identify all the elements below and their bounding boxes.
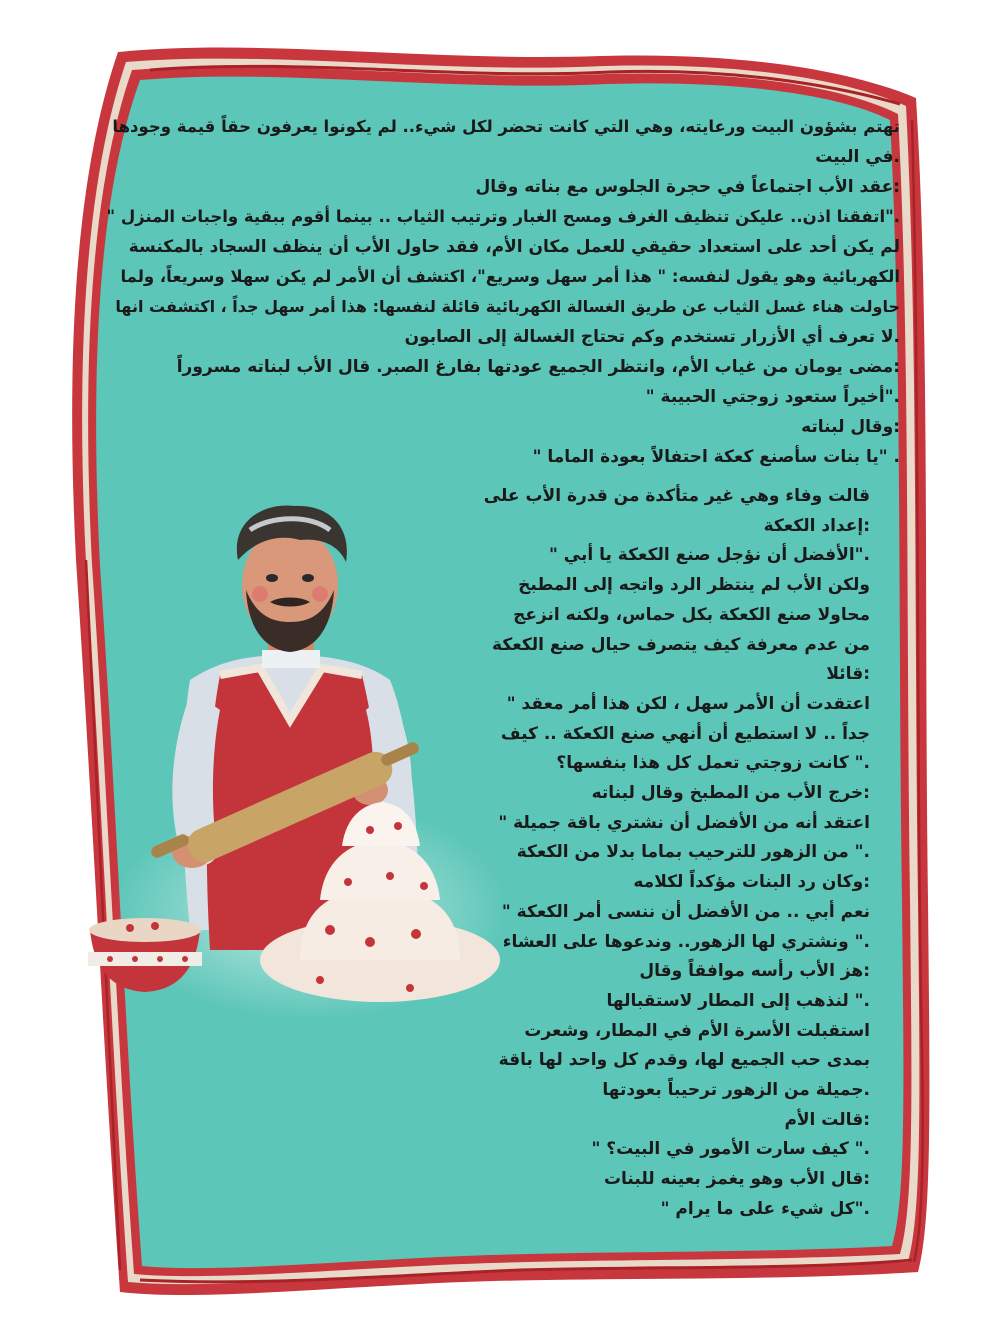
story-line: ."كل شيء على ما يرام " (660, 1198, 870, 1219)
story-line: حاولت هناء غسل الثياب عن طريق الغسالة الكهربائية قائلة لنفسها: هذا أمر سهل جداً ، اكتشفت انها (115, 297, 900, 316)
story-line: :وكان رد البنات مؤكداً لكلامه (633, 872, 870, 893)
cheek-left (252, 586, 268, 602)
story-line: لم يكن أحد على استعداد حقيقي للعمل مكان الأم، فقد حاول الأب أن ينظف السجاد بالمكنسة (128, 237, 900, 257)
story-line: نعم أبي .. من الأفضل أن ننسى أمر الكعكة " (501, 901, 870, 922)
story-line: .لا تعرف أي الأزرار تستخدم وكم تحتاج الغسالة إلى الصابون (404, 327, 900, 347)
story-line: ." من الزهور للترحيب بماما بدلا من الكعكة (516, 842, 870, 863)
story-line: :عقد الأب اجتماعاً في حجرة الجلوس مع بناته وقال (475, 177, 900, 197)
story-line: :إعداد الكعكة (763, 515, 870, 536)
story-line: ولكن الأب لم ينتظر الرد واتجه إلى المطبخ (518, 575, 870, 596)
story-side-block (470, 482, 870, 1225)
story-line: .جميلة من الزهور ترحيباً بعودتها (602, 1080, 870, 1101)
story-line: ." ونشتري لها الزهور.. وندعوها على العشاء (502, 931, 870, 952)
story-top-block (100, 112, 900, 472)
story-line: :قال الأب وهو يغمز بعينه للبنات (603, 1169, 870, 1190)
story-line: :مضى يومان من غياب الأم، وانتظر الجميع عودتها بفارغ الصبر. قال الأب لبناته مسروراً (176, 357, 900, 377)
story-line: :هز الأب رأسه موافقاً وقال (639, 961, 870, 982)
story-line: :قائلا (826, 664, 870, 685)
story-line: من عدم معرفة كيف يتصرف حيال صنع الكعكة (492, 634, 870, 655)
story-line: ." لنذهب إلى المطار لاستقبالها (606, 990, 870, 1011)
story-line: :قالت الأم (784, 1109, 870, 1130)
story-line: اعتقد أنه من الأفضل أن نشتري باقة جميلة " (498, 812, 870, 833)
shirt-collar (262, 650, 320, 668)
story-line: :وقال لبناته (801, 417, 900, 437)
story-line: ."الأفضل أن نؤجل صنع الكعكة يا أبي " (549, 545, 870, 566)
story-line: اعتقدت أن الأمر سهل ، لكن هذا أمر معقد " (506, 693, 870, 714)
story-line: محاولا صنع الكعكة بكل حماس، ولكنه انزعج (513, 604, 870, 625)
story-line: بمدى حب الجميع لها، وقدم كل واحد لها باقة (498, 1050, 870, 1071)
father-baking-illustration (80, 490, 500, 1040)
father-eye-left (266, 574, 278, 582)
story-line: استقبلت الأسرة الأم في المطار، وشعرت (524, 1020, 870, 1041)
story-line: . "يا بنات سأصنع كعكة احتفالاً بعودة الماما " (532, 447, 900, 467)
story-line: ."أخيراً ستعود زوجتي الحبيبة " (645, 387, 900, 407)
story-line: .في البيت (815, 147, 900, 167)
cheek-right (312, 586, 328, 602)
story-line: قالت وفاء وهي غير متأكدة من قدرة الأب على (483, 486, 870, 506)
story-line: الكهربائية وهو يقول لنفسه: " هذا أمر سهل وسريع"، اكتشف أن الأمر لم يكن سهلا وسريعاً، ولما (120, 267, 900, 286)
story-line: تهتم بشؤون البيت ورعايته، وهي التي كانت تحضر لكل شيء.. لم يكونوا يعرفون حقاً قيمة وجودها (112, 117, 900, 136)
story-line: جداً .. لا استطيع أن أنهي صنع الكعكة .. كيف (500, 723, 870, 744)
story-line: :خرج الأب من المطبخ وقال لبناته (591, 783, 870, 804)
story-line: ." كانت زوجتي تعمل كل هذا بنفسها؟ (556, 753, 870, 774)
story-line: ." كيف سارت الأمور في البيت؟ " (591, 1139, 870, 1160)
father-eye-right (302, 574, 314, 582)
story-line: ."اتفقنا اذن.. عليكن تنظيف الغرف ومسح الغبار وترتيب الثياب .. بينما أقوم ببقية واجبات المنزل " (106, 207, 900, 226)
